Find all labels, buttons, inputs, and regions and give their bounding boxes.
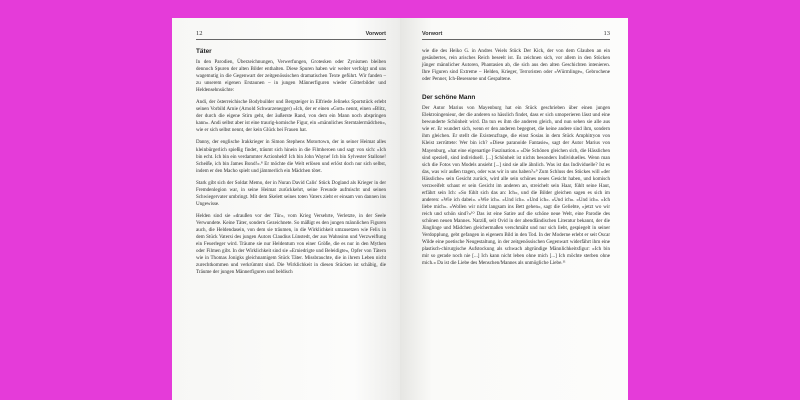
- running-header: [422, 30, 610, 40]
- paragraph: Andi, der österreichische Bodybuilder und Bergsteiger in Elfriede Jelineks Sportstück erlebt seinen Vorbild Arnie (Arnold Schwarzenegger) »Ich, der er einen »Gott« nennt, einen »Blitz, der durch die eigene Stirn geht, der äußerste Rand, von dem ein Mann noch abspringen kann«. Andi selbst aber ist eine traurig-komische Figur, ein »männliches Sterntalermädchen«, wie er sich selbst nennt, der kein Glück bei Frauen hat.: [196, 99, 386, 134]
- right-page: [400, 18, 628, 400]
- section-heading: Der schöne Mann: [422, 94, 476, 102]
- section-heading: Täter: [196, 48, 212, 55]
- page-number: 12: [196, 30, 203, 37]
- running-header: [196, 30, 386, 40]
- left-page: [172, 18, 400, 400]
- section-title: Vorwort: [365, 31, 386, 37]
- paragraph: Stark gibt sich der Soldat Memo, der in Nuran David Calis' Stück Dogland als Krieger in der Fremdenlegion war, in seine Heimat zurückkehrt, seine Freunde aufmischt und seinen Schwiegervater umbringt. Mit dem Skelett seines toten Vaters zieht er einsam von dannen ins Ungewisse.: [196, 179, 386, 207]
- paragraph: wie die des Heiko G. in Andres Veiels Stück Der Kick, der von dem Glauben an ein gesäubertes, rein arisches Reich beseelt ist. Es zeichnen sich, vor allem in den Stücken jünger männlicher Autoren, Phantasien ab, die sich aus den alten Geschichten intenieren. Ihre Figuren sind Extreme – Helden, Krieger, Terroristen oder »Würmlinge«, Gebrochene oder Penner, Ich-Besessene und Gespaltene.: [422, 48, 610, 83]
- paragraph: In den Parodien, Überzeichnungen, Verwerfungen, Grotesken oder Zynismen bleiben dennoch Spuren der alten Bilder enthalten. Diese Spuren haben wir weiter verfolgt und uns wagemutig in die Gegenwart der zeitgenössischen dramatischen Texte geführt. Wir fanden – zu unserem eigenen Erstaunen – in jungen Männerfiguren wieder Götterbilder und Heldensehnsüchte:: [196, 59, 386, 94]
- paragraph: Der Autor Marius von Mayenburg hat ein Stück geschrieben über einen jungen Elektroingenieur, der die anderen so hässlich findet, dass er sich umoperieren lässt und eine bewunderte Schönheit wird. Da tun es ihm die anderen gleich, und nun sehen sie alle aus wie er. Er wundert sich, wenn er den anderen begegnet, die keine andere sind ihm, sondern ihm gleichen. Er stellt die Existenzfrage, die einst Sosias in dem Stück Amphitryon von Kleist zerrüttete: Wer bin ich? »Diese paranoide Fantasie«, sagt der Autor Marius von Mayenburg, »hat eine eigenartige Faszination.« »Die Schönen gleichen sich, die Hässlichen sind speziell, sind individuell. [...] Schönheit ist nichts besonders Individuelles. Wenn man sich die Fotos von Models ansieht [...] sind sie alle ähnlich. Was ist das Individuelle? Ist es das, was wir außen tragen, oder was wir in uns haben?«⁹ Zum Schluss des Stückes will »der Hässliche« sein Gesicht zurück, wird alle sein schönes neues Gesicht haben, und komisch verzweifelt schaut er sein Gesicht im anderen an, streichelt sein Haar, fühlt seine Haut, erfährt sein Ich: »So fühlt sich das an: Ich«, und die Bilder gleichen sagen es sich im anderen: »Wie ich dabei«. »Wie ich«. »Und ich«. »Und ich«. »Und ich«. »Und ich«. »Ich liebe mich«. »Wollen wir nicht langsam ins Bett gehen«, sagt die Geliebte, »jetzt wo wir reich und schön sind?«¹⁰ Das ist eine Satire auf die schöne neue Welt, eine Parodie des schönen neuen Mannes. Narziß, seit Ovid in der abendländischen Literatur bekannt, der die Jünglinge und Mädchen gleichermaßen verschmäht und nur sich liebt, gespiegelt in seiner Verdopplung, gebt gefangen in eigenem Bild in den Tod. In der Moderne erlebt er seit Oscar Wilde eine poetische Neugestaltung, in der zeitgenössischen Gegenwart widerfährt ihm eine plastisch-chirurgische Aufstockung als schwach abgründige Männlichkeitsfigur: »Ich bin mir so gerade noch nie [...] Ich kann nicht leben ohne mich [...] Ich möchte sterben ohne mich.« Da ist die Liebe des Menschen/Mannes als unmögliche Liebe.¹¹: [422, 105, 610, 267]
- paragraph: Danny, der englische Irakkrieger in Simon Stephens Motortown, der in seiner Heimat alles kleinbürgerlich spießig findet, träumt sich hinein in die Filmheroen und sagt von sich: »Ich bin echt. Ich bin ein verdammter Actionheld! Ich bin John Wayne! Ich bin Sylvester Stallone! Scheiße, ich bin James Bond!«.⁸ Er möchte die Welt erlösen und erlöst doch nur sich selbst, indem er den Macho spielt und jämmerlich ein Mädchen tötet.: [196, 139, 386, 174]
- page-number: 13: [603, 30, 610, 37]
- open-book: [172, 18, 628, 400]
- section-title: Vorwort: [422, 31, 443, 37]
- paragraph: Helden sind sie »draußen vor der Tür«, vom Krieg Versehrte, Verletzte, in der Seele Verwundete. Keine Täter, sondern Gezeichnete. So mäßigt es den jungen männlichen Figuren auch, die Heldendasein, von dem sie träumen, in die Wirklichkeit umzusetzen wie Felix in dem Stück Vatersi des jungen Autors Claudius Lünstedt, der aus Wahnsinn und Verzweiflung ein Feuerleger wird. Träume sie nur Heldentum von einer Größe, die es nur in den Mythen oder Filmen gibt. In der Wirklichkeit sind sie »Erniedrigte und Beleidigte«, Opfer von Tätern wie in Thomas Jonigks gleichnamigem Stück Täter. Missbrauchte, die in ihrem Leben nicht zurechtkommen und verkrümmt sind. Die Wirklichkeit in diesen Stücken ist schäbig, die Träume der jungen Männerfiguren und beldisch: [196, 212, 386, 276]
